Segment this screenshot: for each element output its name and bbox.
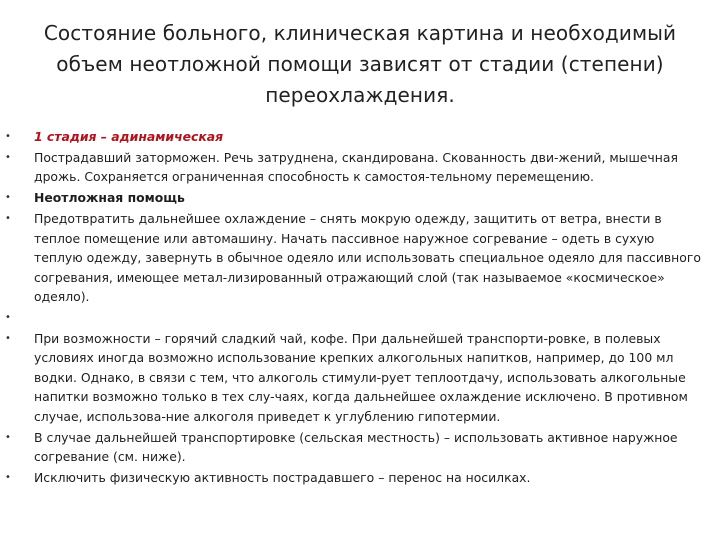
- list-item-prevent-cooling: [0, 209, 720, 306]
- list-item-symptoms: [0, 148, 720, 187]
- emergency-heading: Неотложная помощь: [34, 190, 185, 206]
- bullet-icon: •: [5, 131, 11, 142]
- symptoms-text: Пострадавший заторможен. Речь затруднена, скандирована. Скованность дви-жений, мышечная дрожь. Сохраняется ограниченная способность к самостоя-тельному перемещению.: [34, 150, 678, 185]
- list-item-emergency-heading: [0, 188, 720, 207]
- transport-text: В случае дальнейшей транспортировке (сельская местность) – использовать активное наружное согревание (см. ниже).: [34, 429, 678, 465]
- hot-drinks-text: При возможности – горячий сладкий чай, кофе. При дальнейшей транспорти-ровке, в полевых условиях иногда возможно использование крепких алкогольных напитков, например, до 100 мл водки. Однако, в связи с тем, что алкоголь стимули-рует теплоотдачу, использовать алкогольные напитки возможно только в тех слу-чаях, когда дальнейшее охлаждение исключено. В противном случае, использова-ние алкоголя приведет к углублению гипотермии.: [34, 331, 688, 424]
- slide-title: Состояние больного, клиническая картина и необходимый объем неотложной помощи зависят от стадии (степени) переохлаждения.: [43, 21, 677, 107]
- list-item-hot-drinks: [0, 329, 720, 426]
- bullet-icon: •: [5, 152, 11, 163]
- stretcher-text: Исключить физическую активность пострадавшего – перенос на носилках.: [34, 470, 531, 486]
- stage-heading: 1 стадия – адинамическая: [34, 129, 224, 144]
- prevent-cooling-text: Предотвратить дальнейшее охлаждение – снять мокрую одежду, защитить от ветра, внести в теплое помещение или автомашину. Начать пассивное наружное согревание – одеть в сухую теплую одежду, завернуть в обычное одеяло или использовать специальное одеяло для пассивного согревания, имеющее метал-лизированный отражающий слой (так называемое «космическое» одеяло).: [34, 211, 701, 305]
- list-item-transport: [0, 428, 720, 467]
- bullet-icon: •: [5, 472, 11, 484]
- bullet-icon: •: [5, 192, 11, 204]
- bullet-icon: •: [5, 431, 11, 443]
- list-item-stage-heading: [0, 127, 720, 146]
- bullet-list: [0, 127, 720, 489]
- bullet-icon: •: [5, 312, 11, 324]
- bullet-icon: •: [5, 213, 11, 225]
- bullet-icon: •: [5, 333, 11, 345]
- list-item-stretcher: [0, 468, 720, 487]
- list-item-empty: [0, 308, 720, 327]
